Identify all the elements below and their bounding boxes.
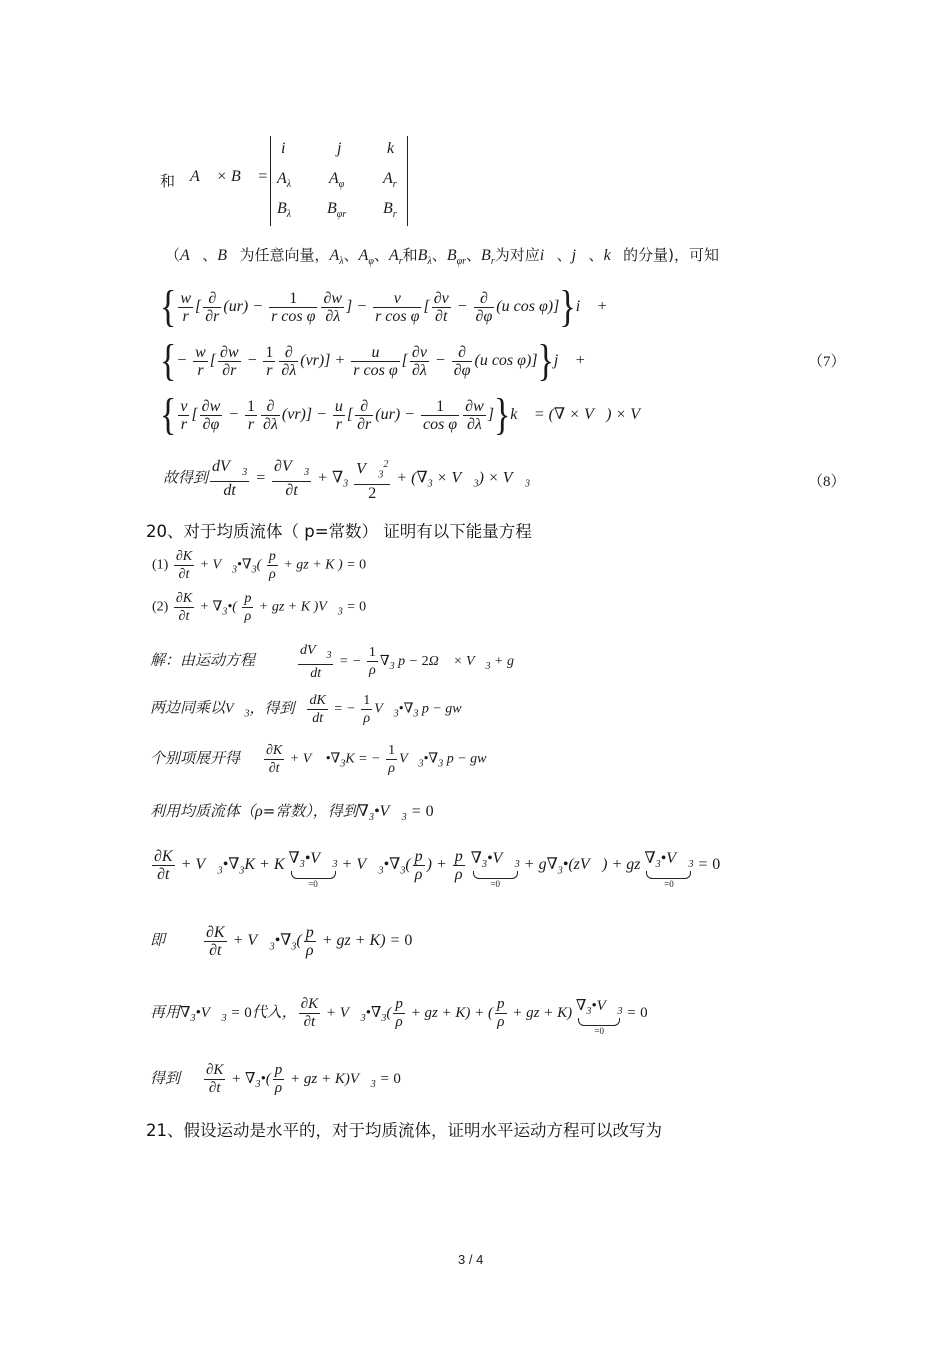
eq7-line1: { $\frac{w}{r}$ [ $\frac{\partial}{\partial r}$ (ur) − $\frac{1}{\text{r cos φ}}$ $\frac{\partial w}{\partial\lambda}$ ] − $\frac{v}{\text{r cos φ}}$ [ $\frac{\partial v}{\partial t}$ − $\frac{\partial}{\partial\varphi}$ (u cos φ)]}i⃗ + (160, 282, 608, 331)
eq8: 故得到 $\frac{dV⃗_3}{dt}$ = $\frac{\partial V⃗_3}{\partial t}$ + $\nabla_3$ $\frac{V⃗_3^2}{2}$ + ($\nabla_3$ × $V⃗_3$) × $V⃗_3$ (163, 456, 530, 502)
solution-step-1: 解：由运动方程 $\frac{dV⃗_3}{dt}$ = − $\frac{1}{\rho}$ $\nabla_3$ p − 2Ω⃗ × $V⃗_3$ + g⃗ (150, 643, 525, 681)
eq7-line3: { $\frac{v}{r}$ [ $\frac{\partial w}{\partial\varphi}$ − $\frac{1}{r}$ $\frac{\partial}{\partial\lambda}$ (vr)] − $\frac{u}{r}$ [ $\frac{\partial}{\partial r}$ (ur) − $\frac{1}{\text{cos φ}}$ $\frac{\partial w}{\partial\lambda}$ ]}k⃗ = (∇ × V⃗) × V⃗ (160, 390, 653, 439)
eq8-number: （8） (808, 474, 846, 490)
solution-step-5: 即 $\frac{\partial K}{\partial t}$ + $V⃗_3•\nabla_3$( $\frac{p}{\rho}$ + gz + K) = 0 (150, 924, 413, 959)
eq7-line2: {− $\frac{w}{r}$ [ $\frac{\partial w}{\partial r}$ − $\frac{1}{r}$ $\frac{\partial}{\partial\lambda}$ (vr)] + $\frac{u}{\text{r cos φ}}$ [ $\frac{\partial v}{\partial\lambda}$ − $\frac{\partial}{\partial\varphi}$ (u cos φ)]}j⃗ + (160, 336, 586, 385)
prefix-and: 和 (160, 172, 176, 190)
solution-step-2: 两边同乘以$V⃗_3$，得到 $\frac{dK}{dt}$ = − $\frac{1}{\rho}$ $V⃗_3•\nabla_3$ p − gw (150, 693, 462, 726)
question-20-title: 20、对于均质流体（ p=常数） 证明有以下能量方程 (146, 522, 532, 541)
page-number: 3 / 4 (458, 1252, 484, 1267)
determinant-matrix: i⃗ j⃗ k⃗ $A_\lambda$ $A_\varphi$ $A_r$ $B_\lambda$ $B_{\varphi r}$ $B_r$ (270, 136, 408, 226)
solution-step-7: 得到 $\frac{\partial K}{\partial t}$ + $\nabla_3•$( $\frac{p}{\rho}$ + gz + $K)V⃗_3 = 0$ (150, 1062, 401, 1096)
solution-step-4: 利用均质流体（ρ=常数），得到$\nabla_3•V⃗_3 = 0$ (150, 802, 434, 824)
component-note: （A⃗、B⃗为任意向量，$A_\lambda$、$A_\varphi$、$A_r$和$B_\lambda$、$B_{\varphi r}$、$B_r$为对应i⃗、j⃗、k⃗的分量)，可知 (165, 246, 719, 268)
solution-step-6: 再用$\nabla_3•V⃗_3 = 0$代入， $\frac{\partial K}{\partial t}$ + $V⃗_3•\nabla_3$( $\frac{p}{\rho}$ + gz + K) + ( $\frac{p}{\rho}$ + gz + K) $\nabla_3•V⃗_3$ =0 = 0 (150, 996, 648, 1036)
q20-item-2: (2) $\frac{\partial K}{\partial t}$ + $\nabla_3•$( $\frac{p}{\rho}$ + gz + K )$V⃗_3 = 0$ (152, 591, 367, 624)
solution-step-3: 个别项展开得 $\frac{\partial K}{\partial t}$ + V⃗ $•\nabla_3K$ = − $\frac{1}{\rho}$ $V⃗_3•\nabla_3$ p − gw (150, 743, 487, 776)
cross-product-lhs: A⃗ × B⃗ = (190, 168, 269, 185)
eq8-prefix: 故得到 (163, 468, 209, 487)
q20-item-1: (1) $\frac{\partial K}{\partial t}$ + $V⃗_3•\nabla_3$( $\frac{p}{\rho}$ + gz + K ) = 0 (152, 549, 367, 582)
question-21-title: 21、假设运动是水平的，对于均质流体，证明水平运动方程可以改写为 (146, 1121, 662, 1140)
eq7-number: （7） (808, 354, 846, 370)
solution-expanded-equation: $\frac{\partial K}{\partial t}$ + $V⃗_3•\nabla_3K + K$ $\nabla_3•V⃗_3$ =0 + $V⃗_3•\nabla_3$( $\frac{p}{\rho}$ ) + $\frac{p}{\rho}$ $\nabla_3•V⃗_3$ =0 + $g\nabla_3•(zV⃗)$ + gz $\nabla_3•V⃗_3$ =0 = 0 (154, 848, 721, 890)
